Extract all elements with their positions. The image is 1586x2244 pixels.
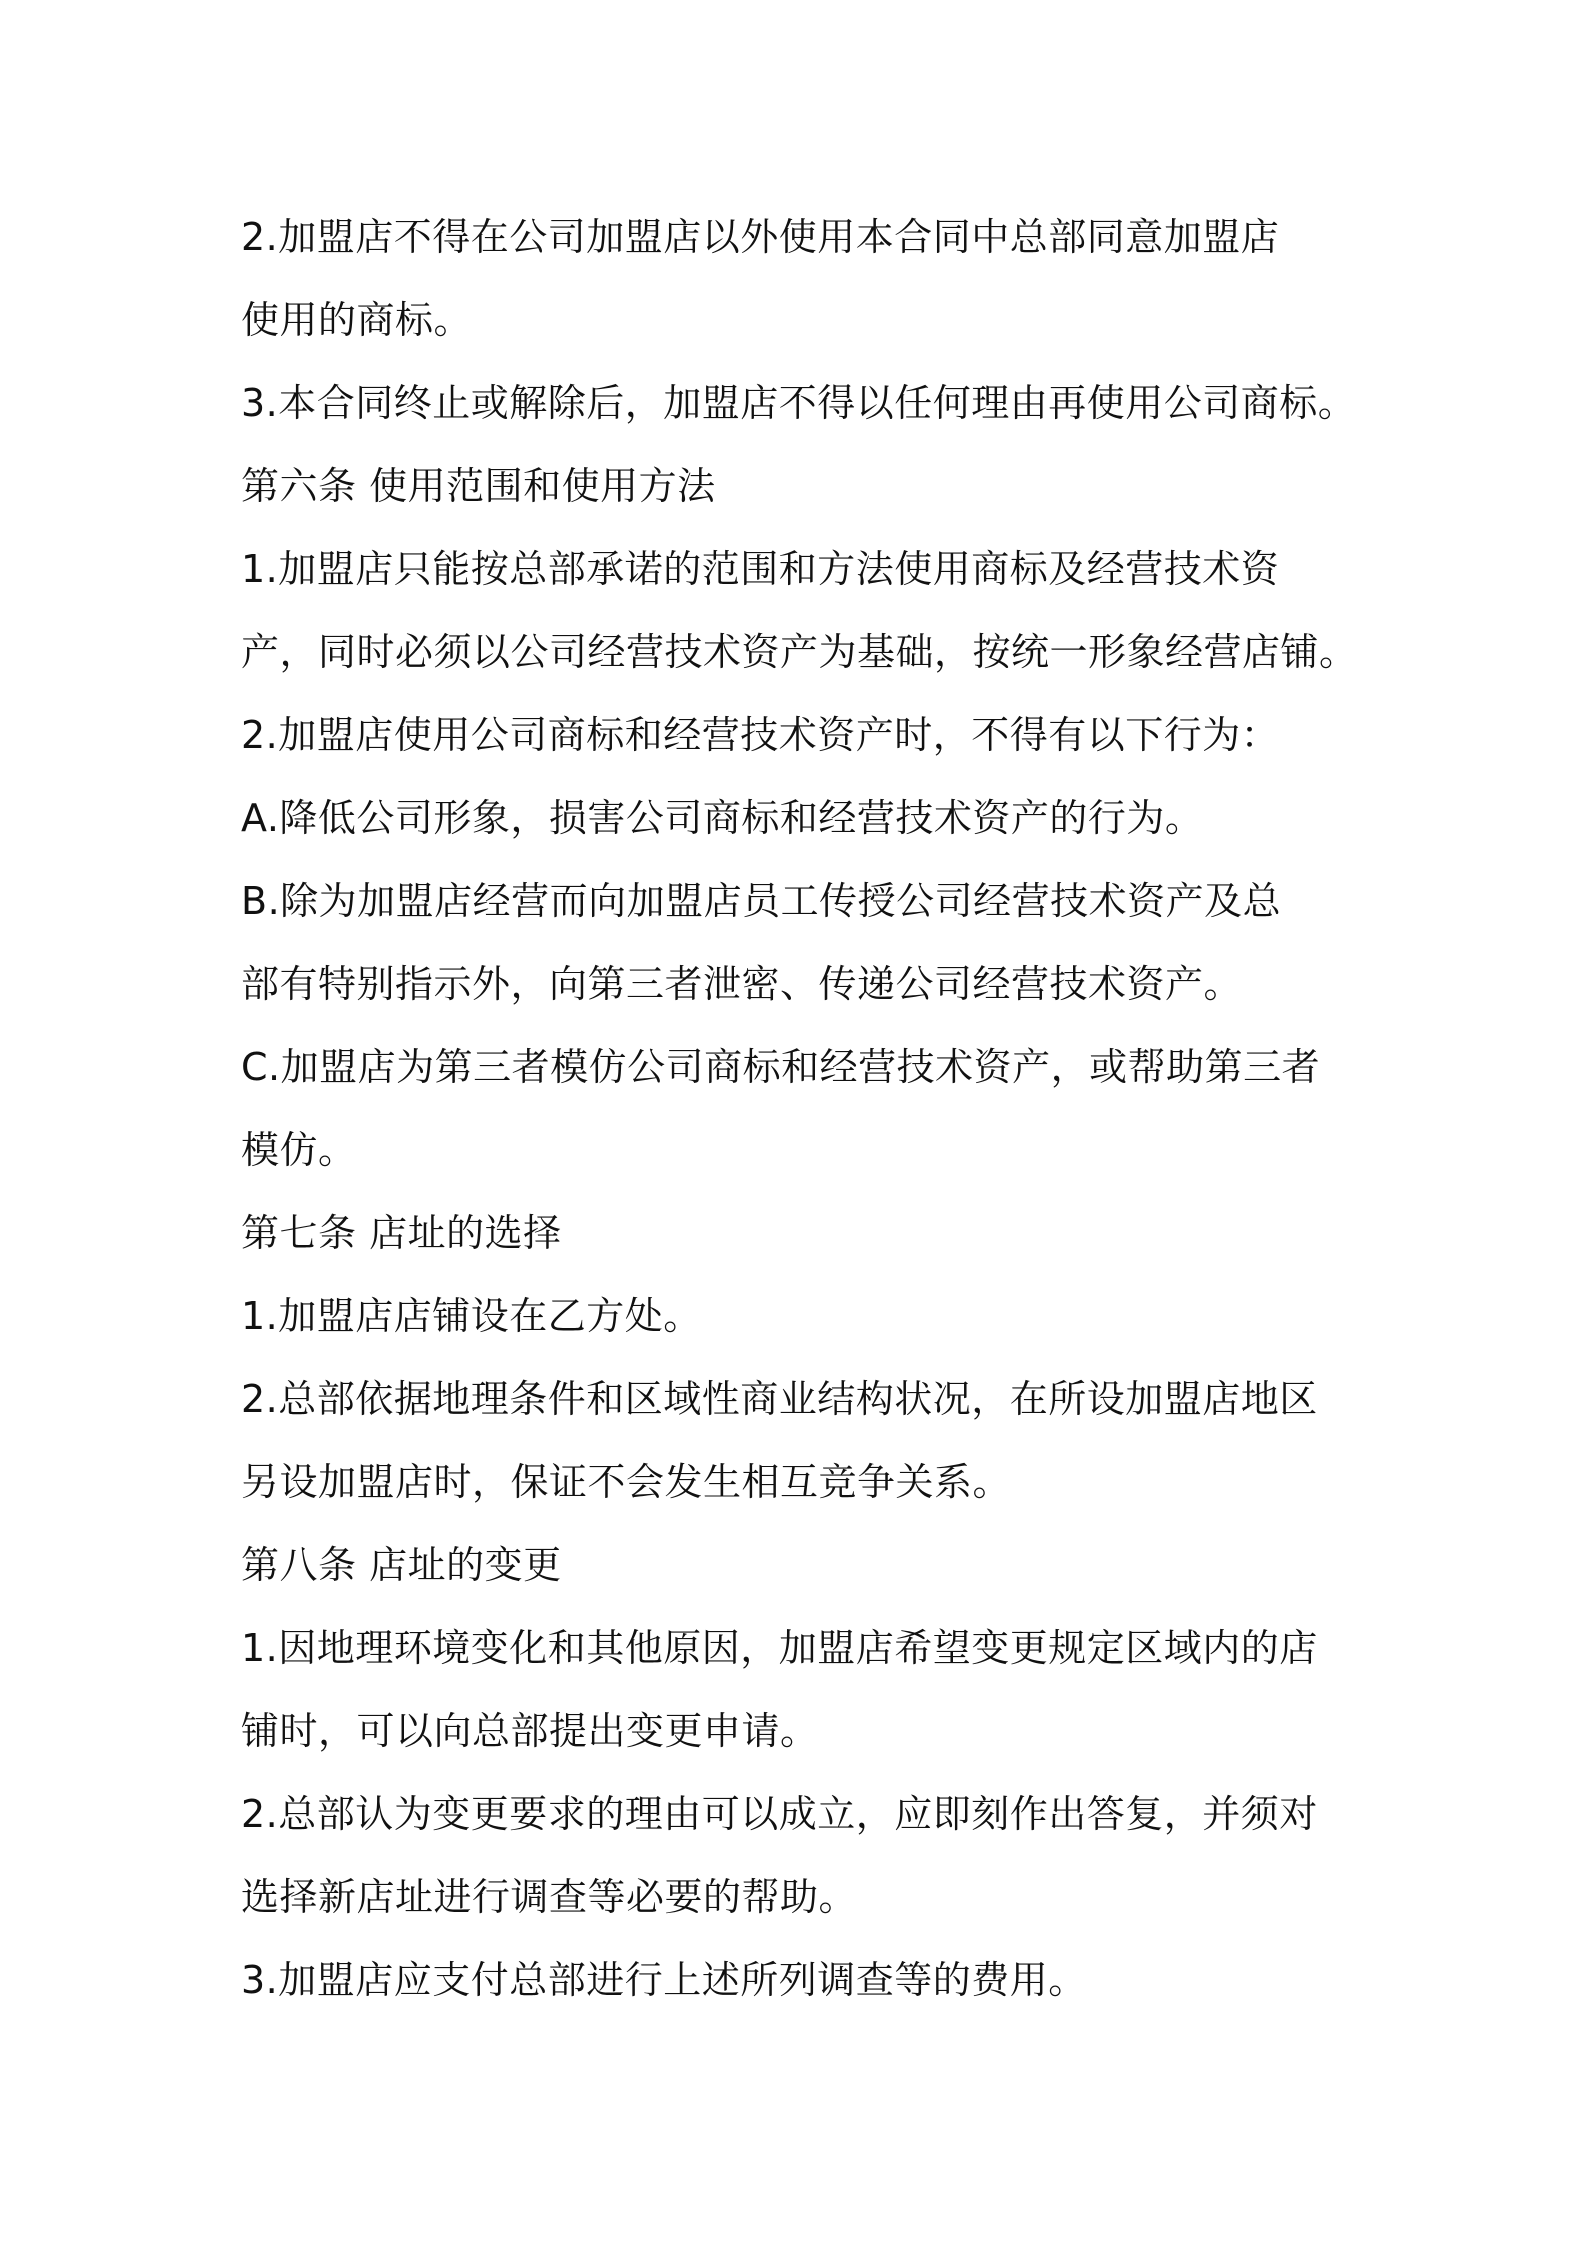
clause-6-item-a: A.降低公司形象，损害公司商标和经营技术资产的行为。	[241, 796, 1204, 840]
clause-7-item-2-line-2: 另设加盟店时，保证不会发生相互竞争关系。	[241, 1460, 1012, 1504]
clause-5-item-2-line-2: 使用的商标。	[241, 298, 473, 342]
clause-6-item-1-line-1: 1.加盟店只能按总部承诺的范围和方法使用商标及经营技术资	[241, 547, 1280, 591]
clause-8-item-1-line-1: 1.因地理环境变化和其他原因，加盟店希望变更规定区域内的店	[241, 1626, 1318, 1670]
clause-5-item-2-line-1: 2.加盟店不得在公司加盟店以外使用本合同中总部同意加盟店	[241, 215, 1280, 259]
clause-6-item-c-line-2: 模仿。	[241, 1128, 357, 1172]
clause-8-heading: 第八条 店址的变更	[241, 1543, 562, 1587]
clause-8-item-1-line-2: 铺时，可以向总部提出变更申请。	[241, 1709, 819, 1753]
document-body	[241, 196, 1361, 2022]
clause-8-item-2-line-1: 2.总部认为变更要求的理由可以成立，应即刻作出答复，并须对	[241, 1792, 1318, 1836]
clause-8-item-2-line-2: 选择新店址进行调查等必要的帮助。	[241, 1875, 858, 1919]
clause-6-item-2: 2.加盟店使用公司商标和经营技术资产时，不得有以下行为：	[241, 713, 1280, 757]
clause-7-item-1: 1.加盟店店铺设在乙方处。	[241, 1294, 702, 1338]
clause-5-item-3: 3.本合同终止或解除后，加盟店不得以任何理由再使用公司商标。	[241, 381, 1357, 425]
clause-6-item-b-line-2: 部有特别指示外，向第三者泄密、传递公司经营技术资产。	[241, 962, 1243, 1006]
clause-6-item-1-line-2: 产，同时必须以公司经营技术资产为基础，按统一形象经营店铺。	[241, 630, 1358, 674]
clause-7-heading: 第七条 店址的选择	[241, 1211, 562, 1255]
clause-7-item-2-line-1: 2.总部依据地理条件和区域性商业结构状况，在所设加盟店地区	[241, 1377, 1318, 1421]
clause-8-item-3: 3.加盟店应支付总部进行上述所列调查等的费用。	[241, 1958, 1087, 2002]
clause-6-heading: 第六条 使用范围和使用方法	[241, 464, 716, 508]
clause-6-item-c-line-1: C.加盟店为第三者模仿公司商标和经营技术资产，或帮助第三者	[241, 1045, 1321, 1089]
clause-6-item-b-line-1: B.除为加盟店经营而向加盟店员工传授公司经营技术资产及总	[241, 879, 1282, 923]
